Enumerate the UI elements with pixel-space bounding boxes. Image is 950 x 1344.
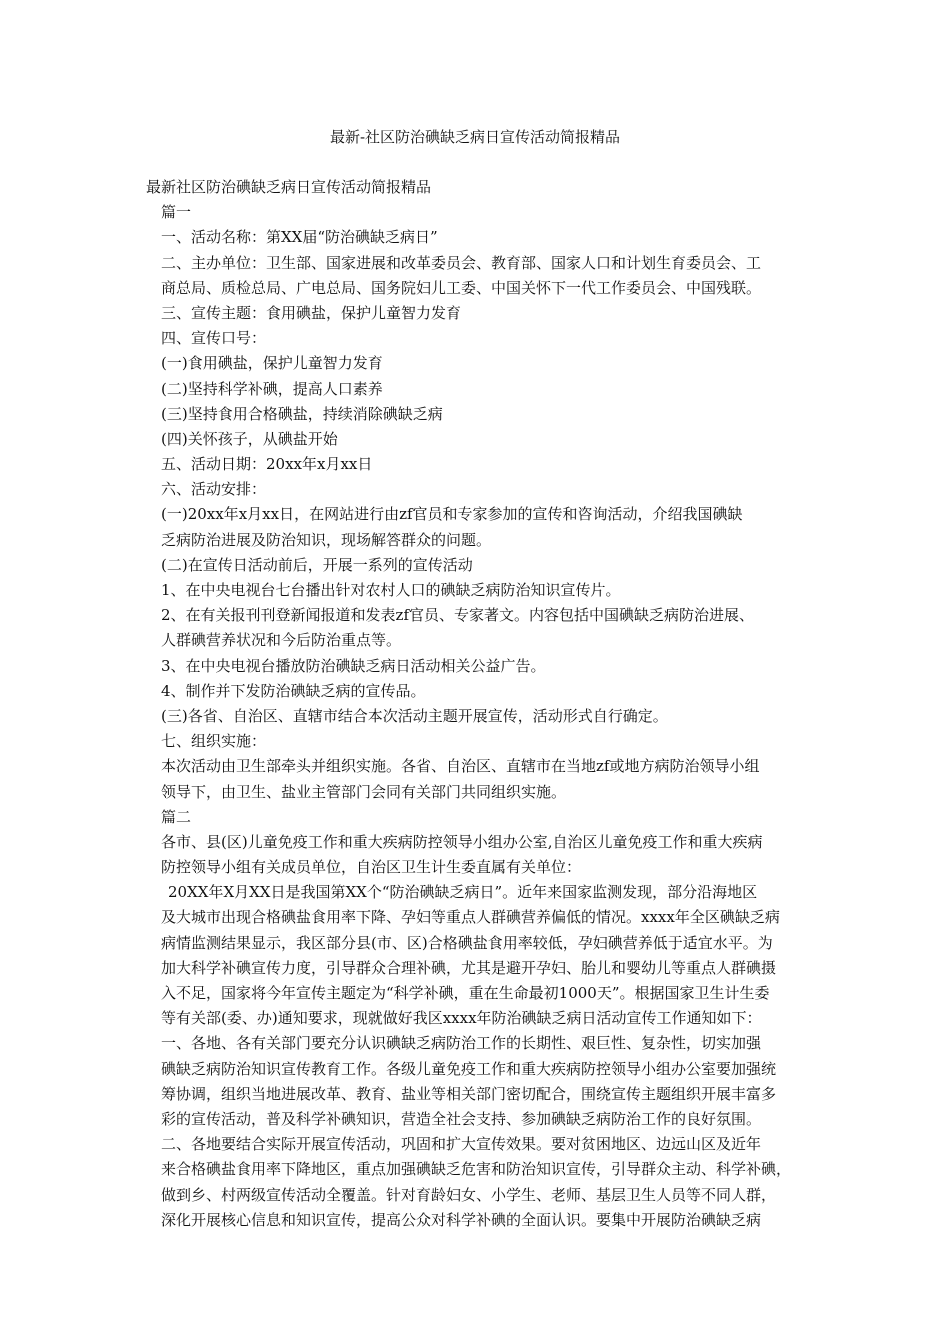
paragraph-line: 彩的宣传活动，普及科学补碘知识，营造全社会支持、参加碘缺乏病防治工作的良好氛围。 xyxy=(161,1109,762,1128)
paragraph-line: (一)20xx年x月xx日，在网站进行由zf官员和专家参加的宣传和咨询活动，介绍我国碘缺 xyxy=(161,505,743,524)
paragraph-line: 3、在中央电视台播放防治碘缺乏病日活动相关公益广告。 xyxy=(161,656,546,675)
paragraph-line: 来合格碘盐食用率下降地区，重点加强碘缺乏危害和防治知识宣传，引导群众主动、科学补碘， xyxy=(161,1160,792,1179)
paragraph-line: 领导下，由卫生、盐业主管部门会同有关部门共同组织实施。 xyxy=(161,782,567,801)
paragraph-line: (二)在宣传日活动前后，开展一系列的宣传活动 xyxy=(161,555,473,574)
paragraph-line: 五、活动日期：20xx年x月xx日 xyxy=(161,455,373,474)
document-body xyxy=(146,175,808,1233)
paragraph-line: 等有关部(委、办)通知要求，现就做好我区xxxx年防治碘缺乏病日活动宣传工作通知如下： xyxy=(161,1009,762,1028)
subtitle-line: 最新社区防治碘缺乏病日宣传活动简报精品 xyxy=(146,178,432,196)
document-title: 最新-社区防治碘缺乏病日宣传活动简报精品 xyxy=(329,128,621,146)
paragraph-line: 二、各地要结合实际开展宣传活动，巩固和扩大宣传效果。要对贫困地区、边远山区及近年 xyxy=(161,1135,762,1154)
paragraph-line: 七、组织实施： xyxy=(161,732,267,751)
paragraph-line: (三)坚持食用合格碘盐，持续消除碘缺乏病 xyxy=(161,404,443,423)
paragraph-line: 及大城市出现合格碘盐食用率下降、孕妇等重点人群碘营养偏低的情况。xxxx年全区碘缺乏病 xyxy=(161,908,780,927)
paragraph-line: 做到乡、村两级宣传活动全覆盖。针对育龄妇女、小学生、老师、基层卫生人员等不同人群， xyxy=(161,1185,777,1204)
paragraph-line: 20XX年X月XX日是我国第XX个“防治碘缺乏病日”。近年来国家监测发现，部分沿海地区 xyxy=(168,883,758,902)
paragraph-line: 筹协调，组织当地进展改革、教育、盐业等相关部门密切配合，围绕宣传主题组织开展丰富多 xyxy=(161,1084,777,1103)
paragraph-line: 本次活动由卫生部牵头并组织实施。各省、自治区、直辖市在当地zf或地方病防治领导小组 xyxy=(161,757,760,776)
paragraph-line: 各市、县(区)儿童免疫工作和重大疾病防控领导小组办公室,自治区儿童免疫工作和重大疾病 xyxy=(161,832,763,851)
section-heading: 篇一 xyxy=(161,203,192,222)
paragraph-line: 四、宣传口号： xyxy=(161,329,267,348)
paragraph-line: 人群碘营养状况和今后防治重点等。 xyxy=(161,631,402,650)
paragraph-line: 入不足，国家将今年宣传主题定为“科学补碘，重在生命最初1000天”。根据国家卫生计生委 xyxy=(161,984,770,1002)
paragraph-line: 加大科学补碘宣传力度，引导群众合理补碘，尤其是避开孕妇、胎儿和婴幼儿等重点人群碘摄 xyxy=(161,958,777,977)
paragraph-line: 碘缺乏病防治知识宣传教育工作。各级儿童免疫工作和重大疾病防控领导小组办公室要加强统 xyxy=(161,1059,777,1078)
paragraph-line: 二、主办单位：卫生部、国家进展和改革委员会、教育部、国家人口和计划生育委员会、工 xyxy=(161,253,762,272)
paragraph-line: (四)关怀孩子，从碘盐开始 xyxy=(161,429,338,448)
paragraph-line: 商总局、质检总局、广电总局、国务院妇儿工委、中国关怀下一代工作委员会、中国残联。 xyxy=(161,278,762,297)
paragraph-line: 一、各地、各有关部门要充分认识碘缺乏病防治工作的长期性、艰巨性、复杂性，切实加强 xyxy=(161,1034,762,1053)
paragraph-line: 防控领导小组有关成员单位，自治区卫生计生委直属有关单位： xyxy=(161,858,582,877)
paragraph-line: 深化开展核心信息和知识宣传，提高公众对科学补碘的全面认识。要集中开展防治碘缺乏病 xyxy=(161,1210,762,1229)
paragraph-line: 一、活动名称：第XX届“防治碘缺乏病日” xyxy=(161,228,438,247)
paragraph-line: 病情监测结果显示，我区部分县(市、区)合格碘盐食用率较低，孕妇碘营养低于适宜水平。为 xyxy=(161,933,773,952)
paragraph-line: (一)食用碘盐，保护儿童智力发育 xyxy=(161,354,383,373)
paragraph-line: 2、在有关报刊刊登新闻报道和发表zf官员、专家著文。内容包括中国碘缺乏病防治进展、 xyxy=(161,606,755,625)
section-heading: 篇二 xyxy=(161,807,192,826)
paragraph-line: 乏病防治进展及防治知识，现场解答群众的问题。 xyxy=(161,530,492,549)
paragraph-line: 4、制作并下发防治碘缺乏病的宣传品。 xyxy=(161,681,426,700)
paragraph-line: (三)各省、自治区、直辖市结合本次活动主题开展宣传，活动形式自行确定。 xyxy=(161,706,668,725)
paragraph-line: (二)坚持科学补碘，提高人口素养 xyxy=(161,379,383,398)
paragraph-line: 1、在中央电视台七台播出针对农村人口的碘缺乏病防治知识宣传片。 xyxy=(161,581,621,599)
paragraph-line: 三、宣传主题：食用碘盐，保护儿童智力发育 xyxy=(161,303,462,322)
paragraph-line: 六、活动安排： xyxy=(161,480,267,499)
